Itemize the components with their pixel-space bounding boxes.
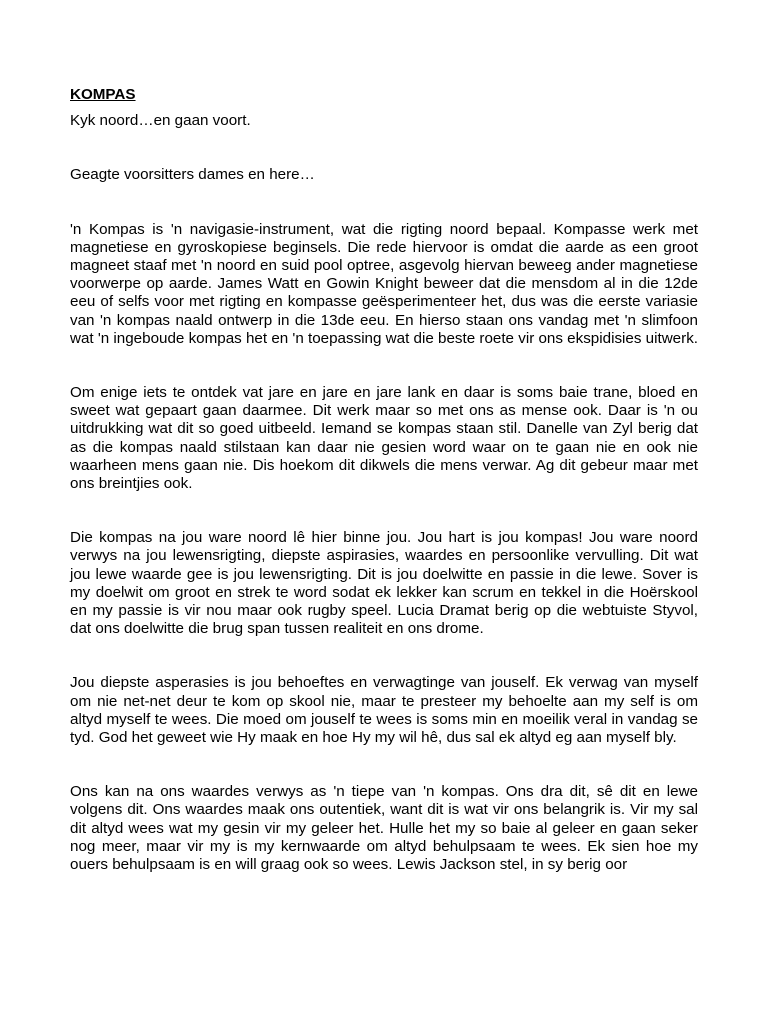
paragraph-1: 'n Kompas is 'n navigasie-instrument, wat die rigting noord bepaal. Kompasse werk met magnetiese en gyroskopiese beginsels. Die rede hiervoor is omdat die aarde as een groot magneet staaf met 'n noord en suid pool optree, asgevolg hiervan beweeg ander magnetiese voorwerpe op aarde. James Watt en Gowin Knight beweer dat die mensdom al in die 12de eeu of selfs voor met rigting en kompasse geësperimenteer het, dus was die eerste variasie van 'n kompas naald ontwerp in die 13de eeu. En hierso staan ons vandag met 'n slimfoon wat 'n ingeboude kompas het en 'n toepassing wat die beste roete vir ons ekspidisies uitwerk.: [70, 220, 699, 347]
paragraph-4: Jou diepste asperasies is jou behoeftes en verwagtinge van jouself. Ek verwag van myself om nie net-net deur te kom op skool nie, maar te presteer my behoelte aan my self is om altyd myself te wees. Die moed om jouself te wees is soms min en moeilik veral in vandag se tyd. God het geweet wie Hy maak en hoe Hy my wil hê, dus sal ek altyd eg aan myself bly.: [70, 674, 698, 747]
document-page: [70, 86, 698, 874]
paragraph-2: Om enige iets te ontdek vat jare en jare en jare lank en daar is soms baie trane, bloed en sweet wat gepaart gaan daarmee. Dit werk maar so met ons as mense ook. Daar is 'n ou uitdrukking wat dit so goed uitbeeld. Iemand se kompas staan stil. Danelle van Zyl berig dat as die kompas naald stilstaan kan daar nie gesien word waar on te gaan nie en ook nie waarheen mens gaan nie. Dis hoekom dit dikwels die mens verwar. Ag dit gebeur maar met ons breintjies ook.: [70, 384, 698, 493]
document-subtitle: Kyk noord…en gaan voort.: [70, 112, 251, 130]
document-title: KOMPAS: [70, 86, 136, 103]
greeting-line: Geagte voorsitters dames en here…: [70, 166, 315, 184]
paragraph-5: Ons kan na ons waardes verwys as 'n tiepe van 'n kompas. Ons dra dit, sê dit en lewe volgens dit. Ons waardes maak ons outentiek, want dit is wat vir ons belangrik is. Vir my sal dit altyd wees wat my gesin vir my geleer het. Hulle het my so baie al geleer en gaan seker nog meer, maar vir my is my kernwaarde om altyd behulpsaam te wees. Ek sien hoe my ouers behulpsaam is en will graag ook so wees. Lewis Jackson stel, in sy berig oor: [70, 783, 698, 874]
paragraph-3: Die kompas na jou ware noord lê hier binne jou. Jou hart is jou kompas! Jou ware noord verwys na jou lewensrigting, diepste aspirasies, waardes en persoonlike vervulling. Dit wat jou lewe waarde gee is jou lewensrigting. Dit is jou doelwitte en passie in die lewe. Sover is my doelwit om groot en strek te word sodat ek lekker kan scrum en tekkel in die Hoërskool en my passie is vir nou maar ook rugby speel. Lucia Dramat berig op die webtuiste Styvol, dat ons doelwitte die brug span tussen realiteit en ons drome.: [70, 529, 698, 638]
